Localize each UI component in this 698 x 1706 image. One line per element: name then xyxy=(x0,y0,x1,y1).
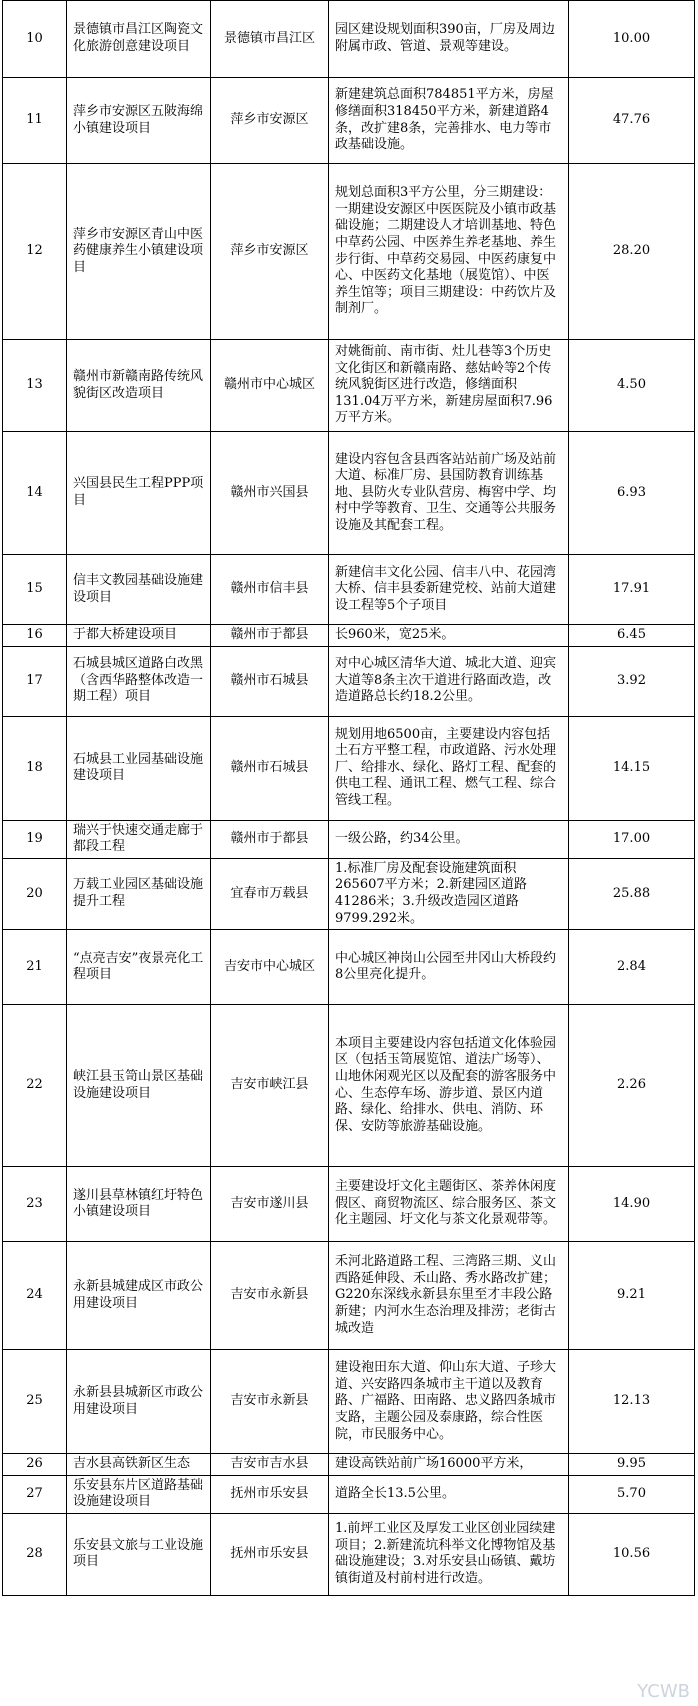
project-name: 乐安县文旅与工业设施项目 xyxy=(67,1513,211,1595)
project-amount: 3.92 xyxy=(569,646,695,716)
table-row xyxy=(3,1475,695,1513)
project-content: 中心城区神岗山公园至井冈山大桥段约8公里亮化提升。 xyxy=(329,930,569,1005)
project-name: 石城县城区道路白改黑（含西华路整体改造一期工程）项目 xyxy=(67,646,211,716)
table-row xyxy=(3,930,695,1005)
row-number: 24 xyxy=(3,1242,67,1350)
project-name: 永新县县城新区市政公用建设项目 xyxy=(67,1350,211,1454)
project-content: 本项目主要建设内容包括道文化体验园区（包括玉笥展览馆、道法广场等）、山地休闲观光区以及配套的游客服务中心、生态停车场、游步道、景区内道路、绿化、给排水、供电、消防、环保、安防等旅游基础设施。 xyxy=(329,1005,569,1167)
project-content: 园区建设规划面积390亩，厂房及周边附属市政、管道、景观等建设。 xyxy=(329,1,569,78)
project-name: “点亮吉安”夜景亮化工程项目 xyxy=(67,930,211,1005)
row-number: 26 xyxy=(3,1454,67,1476)
project-region: 吉安市峡江县 xyxy=(211,1005,329,1167)
project-region: 吉安市吉水县 xyxy=(211,1454,329,1476)
table-row xyxy=(3,164,695,340)
project-region: 吉安市遂川县 xyxy=(211,1167,329,1242)
project-amount: 14.90 xyxy=(569,1167,695,1242)
project-name: 萍乡市安源区五陂海绵小镇建设项目 xyxy=(67,78,211,164)
project-content: 长960米，宽25米。 xyxy=(329,625,569,647)
project-content: 对中心城区清华大道、城北大道、迎宾大道等8条主次干道进行路面改造，改造道路总长约18.2公里。 xyxy=(329,646,569,716)
project-region: 赣州市石城县 xyxy=(211,646,329,716)
project-content: 禾河北路道路工程、三湾路三期、义山西路延伸段、禾山路、秀水路改扩建；G220东深线永新县东里至才丰段公路新建；内河水生态治理及排涝；老街古城改造 xyxy=(329,1242,569,1350)
project-content: 新建信丰文化公园、信丰八中、花园湾大桥、信丰县委新建党校、站前大道建设工程等5个子项目 xyxy=(329,555,569,625)
row-number: 12 xyxy=(3,164,67,340)
project-amount: 6.93 xyxy=(569,432,695,555)
row-number: 18 xyxy=(3,716,67,820)
row-number: 13 xyxy=(3,340,67,432)
row-number: 23 xyxy=(3,1167,67,1242)
project-amount: 2.26 xyxy=(569,1005,695,1167)
project-region: 景德镇市昌江区 xyxy=(211,1,329,78)
project-region: 赣州市信丰县 xyxy=(211,555,329,625)
project-name: 石城县工业园基础设施建设项目 xyxy=(67,716,211,820)
project-region: 吉安市永新县 xyxy=(211,1350,329,1454)
project-content: 1.前坪工业区及厚发工业区创业园续建项目；2.新建流坑科举文化博物馆及基础设施建设；3.对乐安县山砀镇、戴坊镇街道及村前村进行改造。 xyxy=(329,1513,569,1595)
row-number: 22 xyxy=(3,1005,67,1167)
project-content: 建设高铁站前广场16000平方米， xyxy=(329,1454,569,1476)
project-name: 于都大桥建设项目 xyxy=(67,625,211,647)
table-row xyxy=(3,625,695,647)
row-number: 17 xyxy=(3,646,67,716)
table-row xyxy=(3,1167,695,1242)
table-row xyxy=(3,1,695,78)
table-row xyxy=(3,1350,695,1454)
project-amount: 9.95 xyxy=(569,1454,695,1476)
row-number: 20 xyxy=(3,858,67,929)
table-row xyxy=(3,340,695,432)
table-row xyxy=(3,555,695,625)
row-number: 21 xyxy=(3,930,67,1005)
table-row xyxy=(3,1242,695,1350)
table-row xyxy=(3,1005,695,1167)
table-row xyxy=(3,858,695,929)
project-content: 建设内容包含县西客站站前广场及站前大道、标准厂房、县国防教育训练基地、县防火专业队营房、梅窖中学、均村中学等教育、卫生、交通等公共服务设施及其配套工程。 xyxy=(329,432,569,555)
project-content: 对姚衙前、南市街、灶儿巷等3个历史文化街区和新赣南路、慈姑岭等2个传统风貌街区进行改造，修缮面积131.04万平方米，新建房屋面积7.96万平方米。 xyxy=(329,340,569,432)
row-number: 19 xyxy=(3,820,67,858)
project-content: 新建建筑总面积784851平方米，房屋修缮面积318450平方米，新建道路4条，改扩建8条，完善排水、电力等市政基础设施。 xyxy=(329,78,569,164)
project-region: 抚州市乐安县 xyxy=(211,1513,329,1595)
project-content: 道路全长13.5公里。 xyxy=(329,1475,569,1513)
project-amount: 25.88 xyxy=(569,858,695,929)
row-number: 15 xyxy=(3,555,67,625)
project-amount: 2.84 xyxy=(569,930,695,1005)
project-amount: 9.21 xyxy=(569,1242,695,1350)
project-region: 赣州市石城县 xyxy=(211,716,329,820)
table-row xyxy=(3,646,695,716)
row-number: 14 xyxy=(3,432,67,555)
project-amount: 6.45 xyxy=(569,625,695,647)
table-row xyxy=(3,1513,695,1595)
table-row xyxy=(3,432,695,555)
project-region: 赣州市兴国县 xyxy=(211,432,329,555)
project-region: 赣州市于都县 xyxy=(211,820,329,858)
project-name: 赣州市新赣南路传统风貌街区改造项目 xyxy=(67,340,211,432)
project-amount: 10.56 xyxy=(569,1513,695,1595)
project-region: 吉安市中心城区 xyxy=(211,930,329,1005)
project-amount: 4.50 xyxy=(569,340,695,432)
project-amount: 17.00 xyxy=(569,820,695,858)
row-number: 27 xyxy=(3,1475,67,1513)
project-amount: 5.70 xyxy=(569,1475,695,1513)
project-region: 赣州市于都县 xyxy=(211,625,329,647)
project-content: 规划用地6500亩，主要建设内容包括土石方平整工程，市政道路、污水处理厂、给排水、绿化、路灯工程、配套的供电工程、通讯工程、燃气工程、综合管线工程。 xyxy=(329,716,569,820)
table-row xyxy=(3,716,695,820)
project-content: 1.标准厂房及配套设施建筑面积265607平方米；2.新建园区道路41286米；3.升级改造园区道路9799.292米。 xyxy=(329,858,569,929)
project-region: 吉安市永新县 xyxy=(211,1242,329,1350)
row-number: 25 xyxy=(3,1350,67,1454)
project-region: 赣州市中心城区 xyxy=(211,340,329,432)
project-name: 万载工业园区基础设施提升工程 xyxy=(67,858,211,929)
project-name: 信丰文教园基础设施建设项目 xyxy=(67,555,211,625)
project-amount: 17.91 xyxy=(569,555,695,625)
project-name: 兴国县民生工程PPP项目 xyxy=(67,432,211,555)
row-number: 16 xyxy=(3,625,67,647)
watermark: YCWB xyxy=(637,1681,690,1702)
table-row xyxy=(3,820,695,858)
project-region: 萍乡市安源区 xyxy=(211,164,329,340)
project-amount: 47.76 xyxy=(569,78,695,164)
project-region: 抚州市乐安县 xyxy=(211,1475,329,1513)
project-content: 一级公路，约34公里。 xyxy=(329,820,569,858)
project-name: 景德镇市昌江区陶瓷文化旅游创意建设项目 xyxy=(67,1,211,78)
project-content: 主要建设圩文化主题街区、茶养休闲度假区、商贸物流区、综合服务区、茶文化主题园、圩文化与茶文化景观带等。 xyxy=(329,1167,569,1242)
project-region: 宜春市万载县 xyxy=(211,858,329,929)
project-content: 规划总面积3平方公里，分三期建设：一期建设安源区中医医院及小镇市政基础设施；二期建设人才培训基地、特色中草药公园、中医养生养老基地、养生步行街、中草药交易园、中医药康复中心、中医药文化基地（展览馆）、中医养生馆等；项目三期建设：中药饮片及制剂厂。 xyxy=(329,164,569,340)
project-name: 乐安县东片区道路基础设施建设项目 xyxy=(67,1475,211,1513)
project-amount: 12.13 xyxy=(569,1350,695,1454)
project-table xyxy=(2,0,695,1596)
table-row xyxy=(3,1454,695,1476)
project-region: 萍乡市安源区 xyxy=(211,78,329,164)
project-name: 萍乡市安源区青山中医药健康养生小镇建设项目 xyxy=(67,164,211,340)
project-name: 峡江县玉笥山景区基础设施建设项目 xyxy=(67,1005,211,1167)
project-name: 永新县城建成区市政公用建设项目 xyxy=(67,1242,211,1350)
project-name: 遂川县草林镇红圩特色小镇建设项目 xyxy=(67,1167,211,1242)
project-content: 建设袍田东大道、仰山东大道、子珍大道、兴安路四条城市主干道以及教育路、广福路、田南路、忠义路四条城市支路，主题公园及泰康路，综合性医院，市民服务中心。 xyxy=(329,1350,569,1454)
row-number: 28 xyxy=(3,1513,67,1595)
row-number: 11 xyxy=(3,78,67,164)
project-amount: 10.00 xyxy=(569,1,695,78)
project-name: 吉水县高铁新区生态 xyxy=(67,1454,211,1476)
row-number: 10 xyxy=(3,1,67,78)
table-row xyxy=(3,78,695,164)
project-name: 瑞兴于快速交通走廊于都段工程 xyxy=(67,820,211,858)
project-amount: 14.15 xyxy=(569,716,695,820)
project-amount: 28.20 xyxy=(569,164,695,340)
